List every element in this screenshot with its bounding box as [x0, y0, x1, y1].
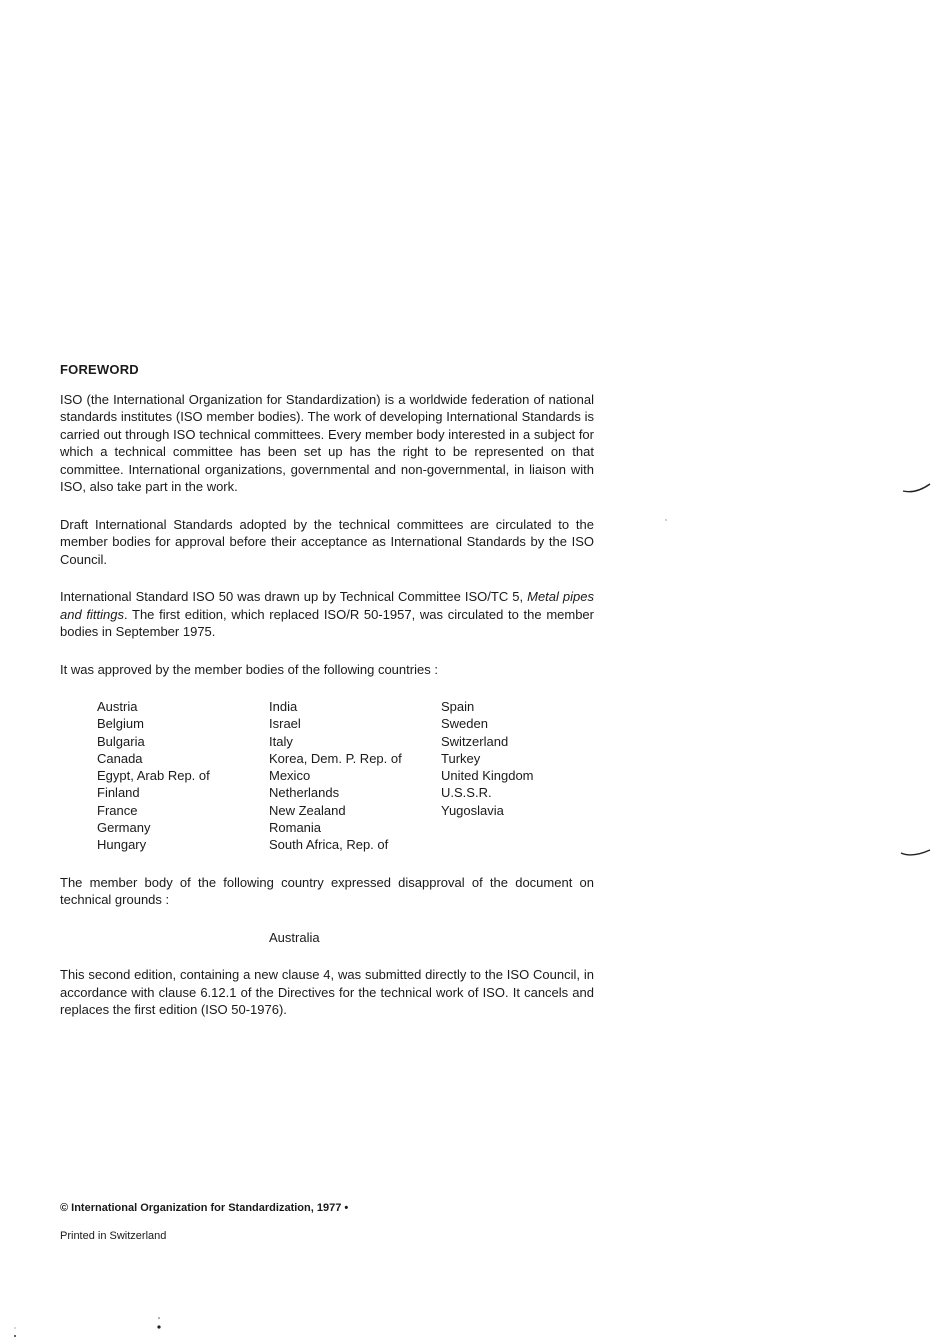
dot-mark-icon	[12, 1326, 18, 1340]
country-item: Spain	[441, 699, 475, 714]
standard-origin-prefix: International Standard ISO 50 was drawn up by Technical Committee ISO/TC 5,	[60, 589, 528, 604]
country-item: Austria	[97, 699, 138, 714]
margin-mark-icon	[902, 480, 932, 494]
committee-title: Metal pipes and fittings	[60, 589, 594, 622]
country-item: Switzerland	[441, 733, 509, 749]
country-item: Italy	[269, 733, 293, 749]
standard-origin-suffix: . The first edition, which replaced ISO/R 50-1957, was circulated to the member bodies in September 1975.	[60, 606, 594, 639]
country-item: Mexico	[269, 768, 311, 784]
iso-intro-paragraph: ISO (the International Organization for Standardization) is a worldwide federation of national standards institutes (ISO member bodies). The work of developing International Standards is carried out through ISO technical committees. Every member body interested in a subject for which a technical committee has been set up has the right to be represented on that committee. International organizations, governmental and non-governmental, in liaison with ISO, also take part in the work.	[60, 391, 594, 494]
country-item: India	[269, 699, 298, 714]
disapproving-country: Australia	[269, 929, 320, 945]
country-item: Korea, Dem. P. Rep. of	[269, 750, 402, 766]
approving-countries-list	[97, 698, 594, 854]
approval-intro: It was approved by the member bodies of the following countries :	[60, 661, 438, 677]
country-item: Turkey	[441, 750, 481, 766]
country-item: South Africa, Rep. of	[269, 837, 389, 853]
country-item: France	[97, 802, 138, 818]
country-item: Netherlands	[269, 785, 340, 801]
foreword-heading: FOREWORD	[60, 362, 139, 377]
countries-column-2	[269, 698, 441, 854]
disapproval-intro: The member body of the following country expressed disapproval of the document on technical grounds :	[60, 874, 594, 908]
country-item: Sweden	[441, 716, 488, 732]
country-item: Israel	[269, 716, 301, 732]
margin-mark-icon	[900, 842, 932, 858]
second-edition-paragraph: This second edition, containing a new clause 4, was submitted directly to the ISO Council, in accordance with clause 6.12.1 of the Directives for the technical work of ISO. It cancels and replaces the first edition (ISO 50-1976).	[60, 967, 594, 1018]
country-item: Yugoslavia	[441, 802, 504, 818]
country-item: Canada	[97, 750, 143, 766]
foreword-section	[60, 361, 594, 1039]
country-item: Germany	[97, 820, 151, 836]
country-item: Hungary	[97, 837, 147, 853]
country-item: Bulgaria	[97, 733, 145, 749]
country-item: New Zealand	[269, 802, 346, 818]
dot-mark-icon	[664, 518, 668, 522]
country-item: Finland	[97, 785, 140, 801]
country-item: U.S.S.R.	[441, 785, 492, 801]
country-item: Belgium	[97, 716, 144, 732]
countries-column-1	[97, 698, 269, 854]
country-item: Romania	[269, 820, 322, 836]
country-item: Egypt, Arab Rep. of	[97, 768, 210, 784]
countries-column-3	[441, 698, 613, 854]
draft-standards-paragraph: Draft International Standards adopted by the technical committees are circulated to the member bodies for approval before their acceptance as International Standards by the ISO Council.	[60, 516, 594, 567]
printed-location: Printed in Switzerland	[60, 1230, 167, 1242]
dot-mark-icon	[156, 1316, 162, 1332]
copyright-notice: © International Organization for Standardization, 1977 •	[60, 1202, 349, 1214]
standard-origin-paragraph	[60, 588, 594, 641]
country-item: United Kingdom	[441, 768, 534, 784]
